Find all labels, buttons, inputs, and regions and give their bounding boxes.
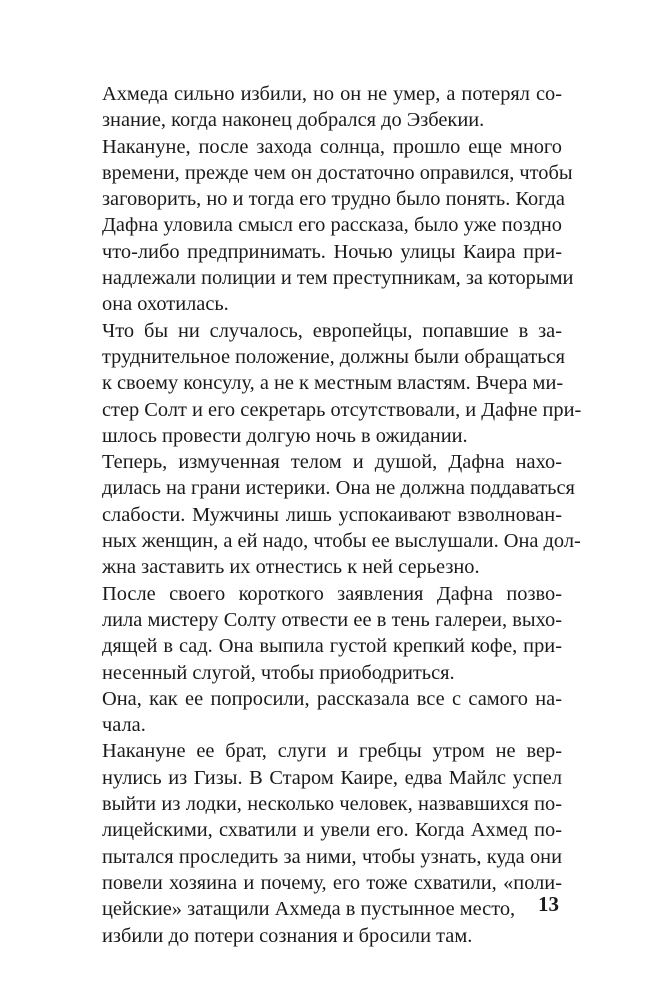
text-line: чала. [102,714,146,737]
text-line: шлось провести долгую ночь в ожидании. [102,424,468,447]
text-line: Теперь, измученная телом и душой, Дафна нахо- [102,451,562,474]
text-line: выйти из лодки, несколько человек, назвавшихся по- [102,793,562,816]
page-number: 13 [538,892,559,916]
text-line: к своему консулу, а не к местным властям. Вчера ми- [102,372,564,395]
text-line: она охотилась. [102,293,229,316]
text-line: ных женщин, а ей надо, чтобы ее выслушали. Она дол- [102,530,581,553]
text-line: труднительное положение, должны были обращаться [102,345,565,368]
text-line: несенный слугой, чтобы приободриться. [102,661,455,684]
text-line: надлежали полиции и тем преступникам, за которыми [102,267,574,290]
text-line: слабости. Мужчины лишь успокаивают взволнован- [102,503,562,526]
text-line: пытался проследить за ними, чтобы узнать, куда они [102,845,562,868]
text-line: дилась на грани истерики. Она не должна поддаваться [102,477,575,500]
text-line: повели хозяина и почему, его тоже схватили, «поли- [102,871,562,894]
text-line: дящей в сад. Она выпила густой крепкий кофе, при- [102,635,562,658]
text-line: жна заставить их отнестись к ней серьезно. [102,556,480,579]
text-line: Дафна уловила смысл его рассказа, было уже поздно [102,214,562,237]
text-line: стер Солт и его секретарь отсутствовали, и Дафне при- [102,398,582,421]
text-line: знание, когда наконец добрался до Эзбекии. [102,109,485,132]
text-line: цейские» затащили Ахмеда в пустынное место, [102,898,516,921]
text-line: Ахмеда сильно избили, но он не умер, а потерял со- [102,83,562,105]
text-line: Накануне, после захода солнца, прошло еще много [102,135,562,158]
text-line: Накануне ее брат, слуги и гребцы утром не вер- [102,740,562,763]
text-line: Она, как ее попросили, рассказала все с самого на- [102,687,562,710]
text-line: заговорить, но и тогда его трудно было понять. Когда [102,188,565,211]
text-line: что-либо предпринимать. Ночью улицы Каира при- [102,240,562,263]
text-line: времени, прежде чем он достаточно оправился, чтобы [102,161,573,184]
text-line: После своего короткого заявления Дафна позво- [102,582,562,605]
text-line: лицейскими, схватили и увели его. Когда Ахмед по- [102,819,562,842]
text-line: лила мистеру Солту отвести ее в тень галереи, выхо- [102,608,562,631]
text-line: нулись из Гизы. В Старом Каире, едва Майлс успел [102,766,562,789]
text-line: избили до потери сознания и бросили там. [102,924,473,947]
body-text [102,81,582,949]
text-line: Что бы ни случалось, европейцы, попавшие в за- [102,319,562,342]
